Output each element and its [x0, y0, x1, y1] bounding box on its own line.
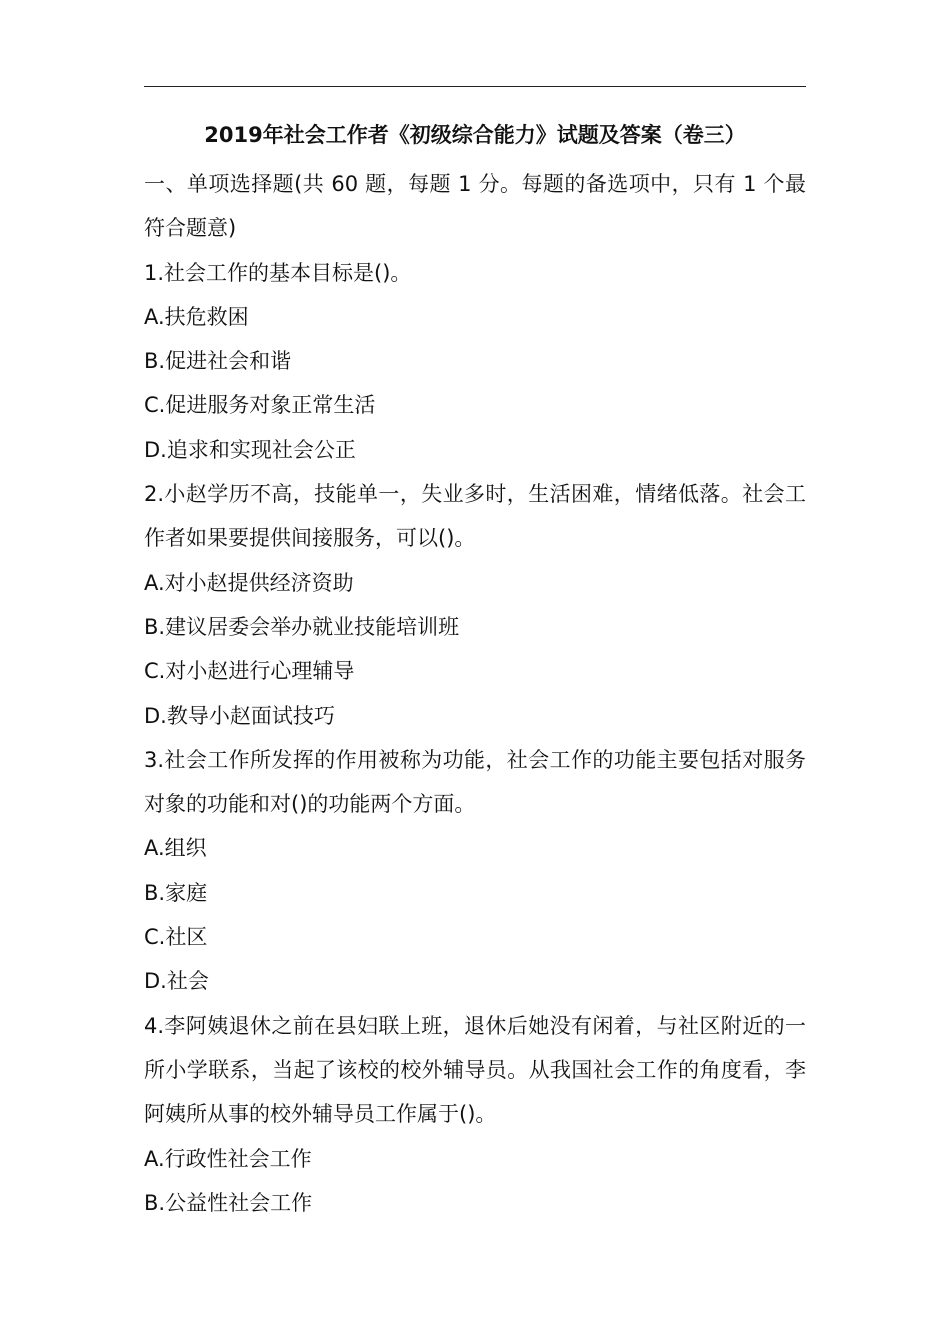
question-stem: 1.社会工作的基本目标是()。 — [144, 260, 412, 285]
option-c: C.对小赵进行心理辅导 — [144, 659, 355, 684]
header-rule — [144, 86, 806, 87]
document-body — [144, 162, 806, 1225]
option-a: A.对小赵提供经济资助 — [144, 570, 354, 595]
option-c: C.社区 — [144, 925, 208, 950]
question-3 — [144, 738, 806, 1004]
question-stem: 3.社会工作所发挥的作用被称为功能，社会工作的功能主要包括对服务对象的功能和对()的功能两个方面。 — [144, 747, 806, 817]
option-a: A.扶危救困 — [144, 304, 249, 329]
option-a: A.组织 — [144, 836, 207, 861]
question-1 — [144, 251, 806, 472]
option-d: D.教导小赵面试技巧 — [144, 703, 335, 728]
option-d: D.追求和实现社会公正 — [144, 437, 356, 462]
question-4 — [144, 1004, 806, 1225]
option-b: B.促进社会和谐 — [144, 349, 292, 374]
question-2 — [144, 472, 806, 738]
option-b: B.建议居委会举办就业技能培训班 — [144, 614, 460, 639]
option-b: B.公益性社会工作 — [144, 1190, 313, 1215]
option-c: C.促进服务对象正常生活 — [144, 393, 376, 418]
option-d: D.社会 — [144, 969, 209, 994]
section-heading: 一、单项选择题(共 60 题，每题 1 分。每题的备选项中，只有 1 个最符合题意) — [144, 172, 806, 241]
option-a: A.行政性社会工作 — [144, 1146, 312, 1171]
document-title: 2019年社会工作者《初级综合能力》试题及答案（卷三） — [204, 123, 746, 147]
question-stem: 4.李阿姨退休之前在县妇联上班，退休后她没有闲着，与社区附近的一所小学联系，当起了该校的校外辅导员。从我国社会工作的角度看，李阿姨所从事的校外辅导员工作属于()。 — [144, 1013, 806, 1127]
option-b: B.家庭 — [144, 880, 208, 905]
question-stem: 2.小赵学历不高，技能单一，失业多时，生活困难，情绪低落。社会工作者如果要提供间接服务，可以()。 — [144, 482, 806, 551]
